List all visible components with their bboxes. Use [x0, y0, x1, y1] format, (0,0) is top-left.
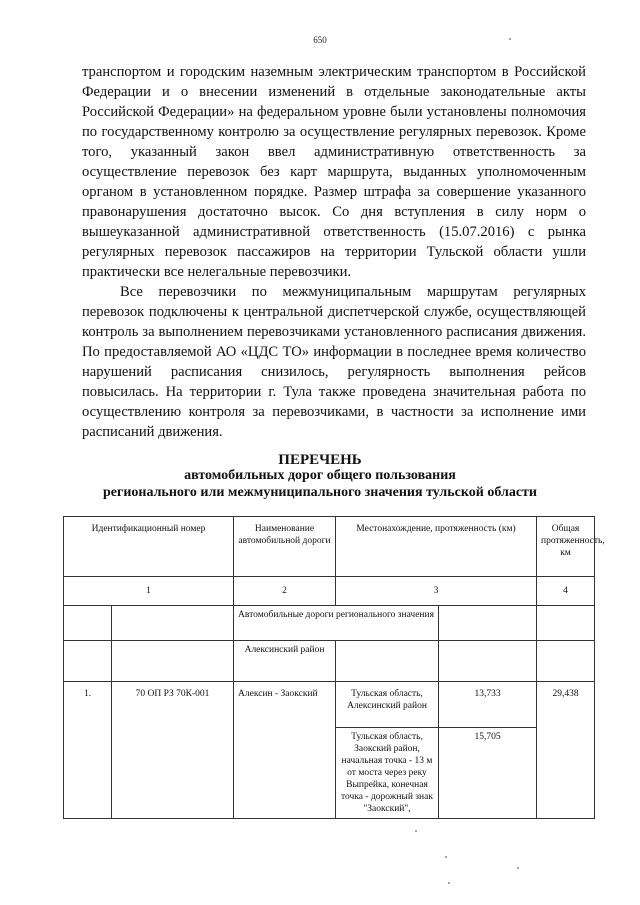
header-id: Идентификационный номер	[64, 517, 234, 577]
segment-location: Тульская область, Алексинский район	[336, 682, 439, 728]
table-row	[64, 728, 595, 819]
row-index: 1.	[64, 682, 112, 728]
district-label: Алексинский район	[234, 641, 336, 682]
category-label: Автомобильные дороги регионального значения	[234, 606, 439, 641]
scan-dot	[448, 882, 450, 884]
list-subtitle-2: регионального или межмуниципального значения тульской области	[102, 485, 538, 500]
header-total: Общая протяженность, км	[537, 517, 595, 577]
road-id: 70 ОП РЗ 70К-001	[112, 682, 234, 728]
paragraph-2: Все перевозчики по межмуниципальным маршрутам регулярных перевозок подключены к центральной диспетчерской службе, осуществляющей контроль за выполнением перевозчиками установленного расписания движения. По предоставляемой АО «ЦДС ТО» информации в последнее время количество нарушений расписания снизилось, регулярность выполнения рейсов повысилась. На территории г. Тула также проведена значительная работа по осуществлению контроля за перевозчиками, в частности за исполнение ими расписаний движения.	[82, 284, 586, 440]
list-subtitle-1: автомобильных дорог общего пользования	[184, 468, 456, 483]
district-row	[64, 641, 595, 682]
scan-dot	[415, 830, 417, 832]
header-location: Местонахождение, протяженность (км)	[336, 517, 537, 577]
segment-length: 13,733	[439, 682, 537, 728]
road-name: Алексин - Заокский	[234, 682, 336, 728]
table-header-row	[64, 517, 595, 577]
scan-dot	[517, 867, 519, 869]
paragraph-1: транспортом и городским наземным электрическим транспортом в Российской Федерации и о внесении изменений в отдельные законодательные акты Российской Федерации» на федеральном уровне были установлены полномочия по государственному контролю за осуществление регулярных перевозок. Кроме того, указанный закон ввел административную ответственность за осуществление перевозок без карт маршрута, выданных уполномоченным органом в установленном порядке. Размер штрафа за совершение указанного правонарушения достаточно высок. Со дня вступления в силу норм о вышеуказанной административной ответственность (15.07.2016) с рынка регулярных перевозок пассажиров на территории Тульской области ушли практически все нелегальные перевозчики.	[82, 64, 586, 280]
column-number-2: 2	[234, 577, 336, 606]
column-number-3: 3	[336, 577, 537, 606]
scan-dot	[509, 38, 511, 40]
category-row	[64, 606, 595, 641]
road-total-length: 29,438	[537, 682, 595, 728]
roads-table	[63, 516, 605, 819]
table-row	[64, 682, 595, 728]
list-title: ПЕРЕЧЕНЬ	[278, 452, 362, 468]
segment-location: Тульская область, Заокский район, начальная точка - 13 м от моста через реку Выпрейка, конечная точка - дорожный знак "Заокский",	[336, 728, 439, 819]
column-number-1: 1	[64, 577, 234, 606]
body-text	[82, 62, 586, 442]
page-number: 650	[313, 35, 327, 45]
scan-dot	[445, 856, 447, 858]
segment-length: 15,705	[439, 728, 537, 819]
column-number-4: 4	[537, 577, 595, 606]
column-number-row	[64, 577, 595, 606]
header-name: Наименование автомобильной дороги	[234, 517, 336, 577]
